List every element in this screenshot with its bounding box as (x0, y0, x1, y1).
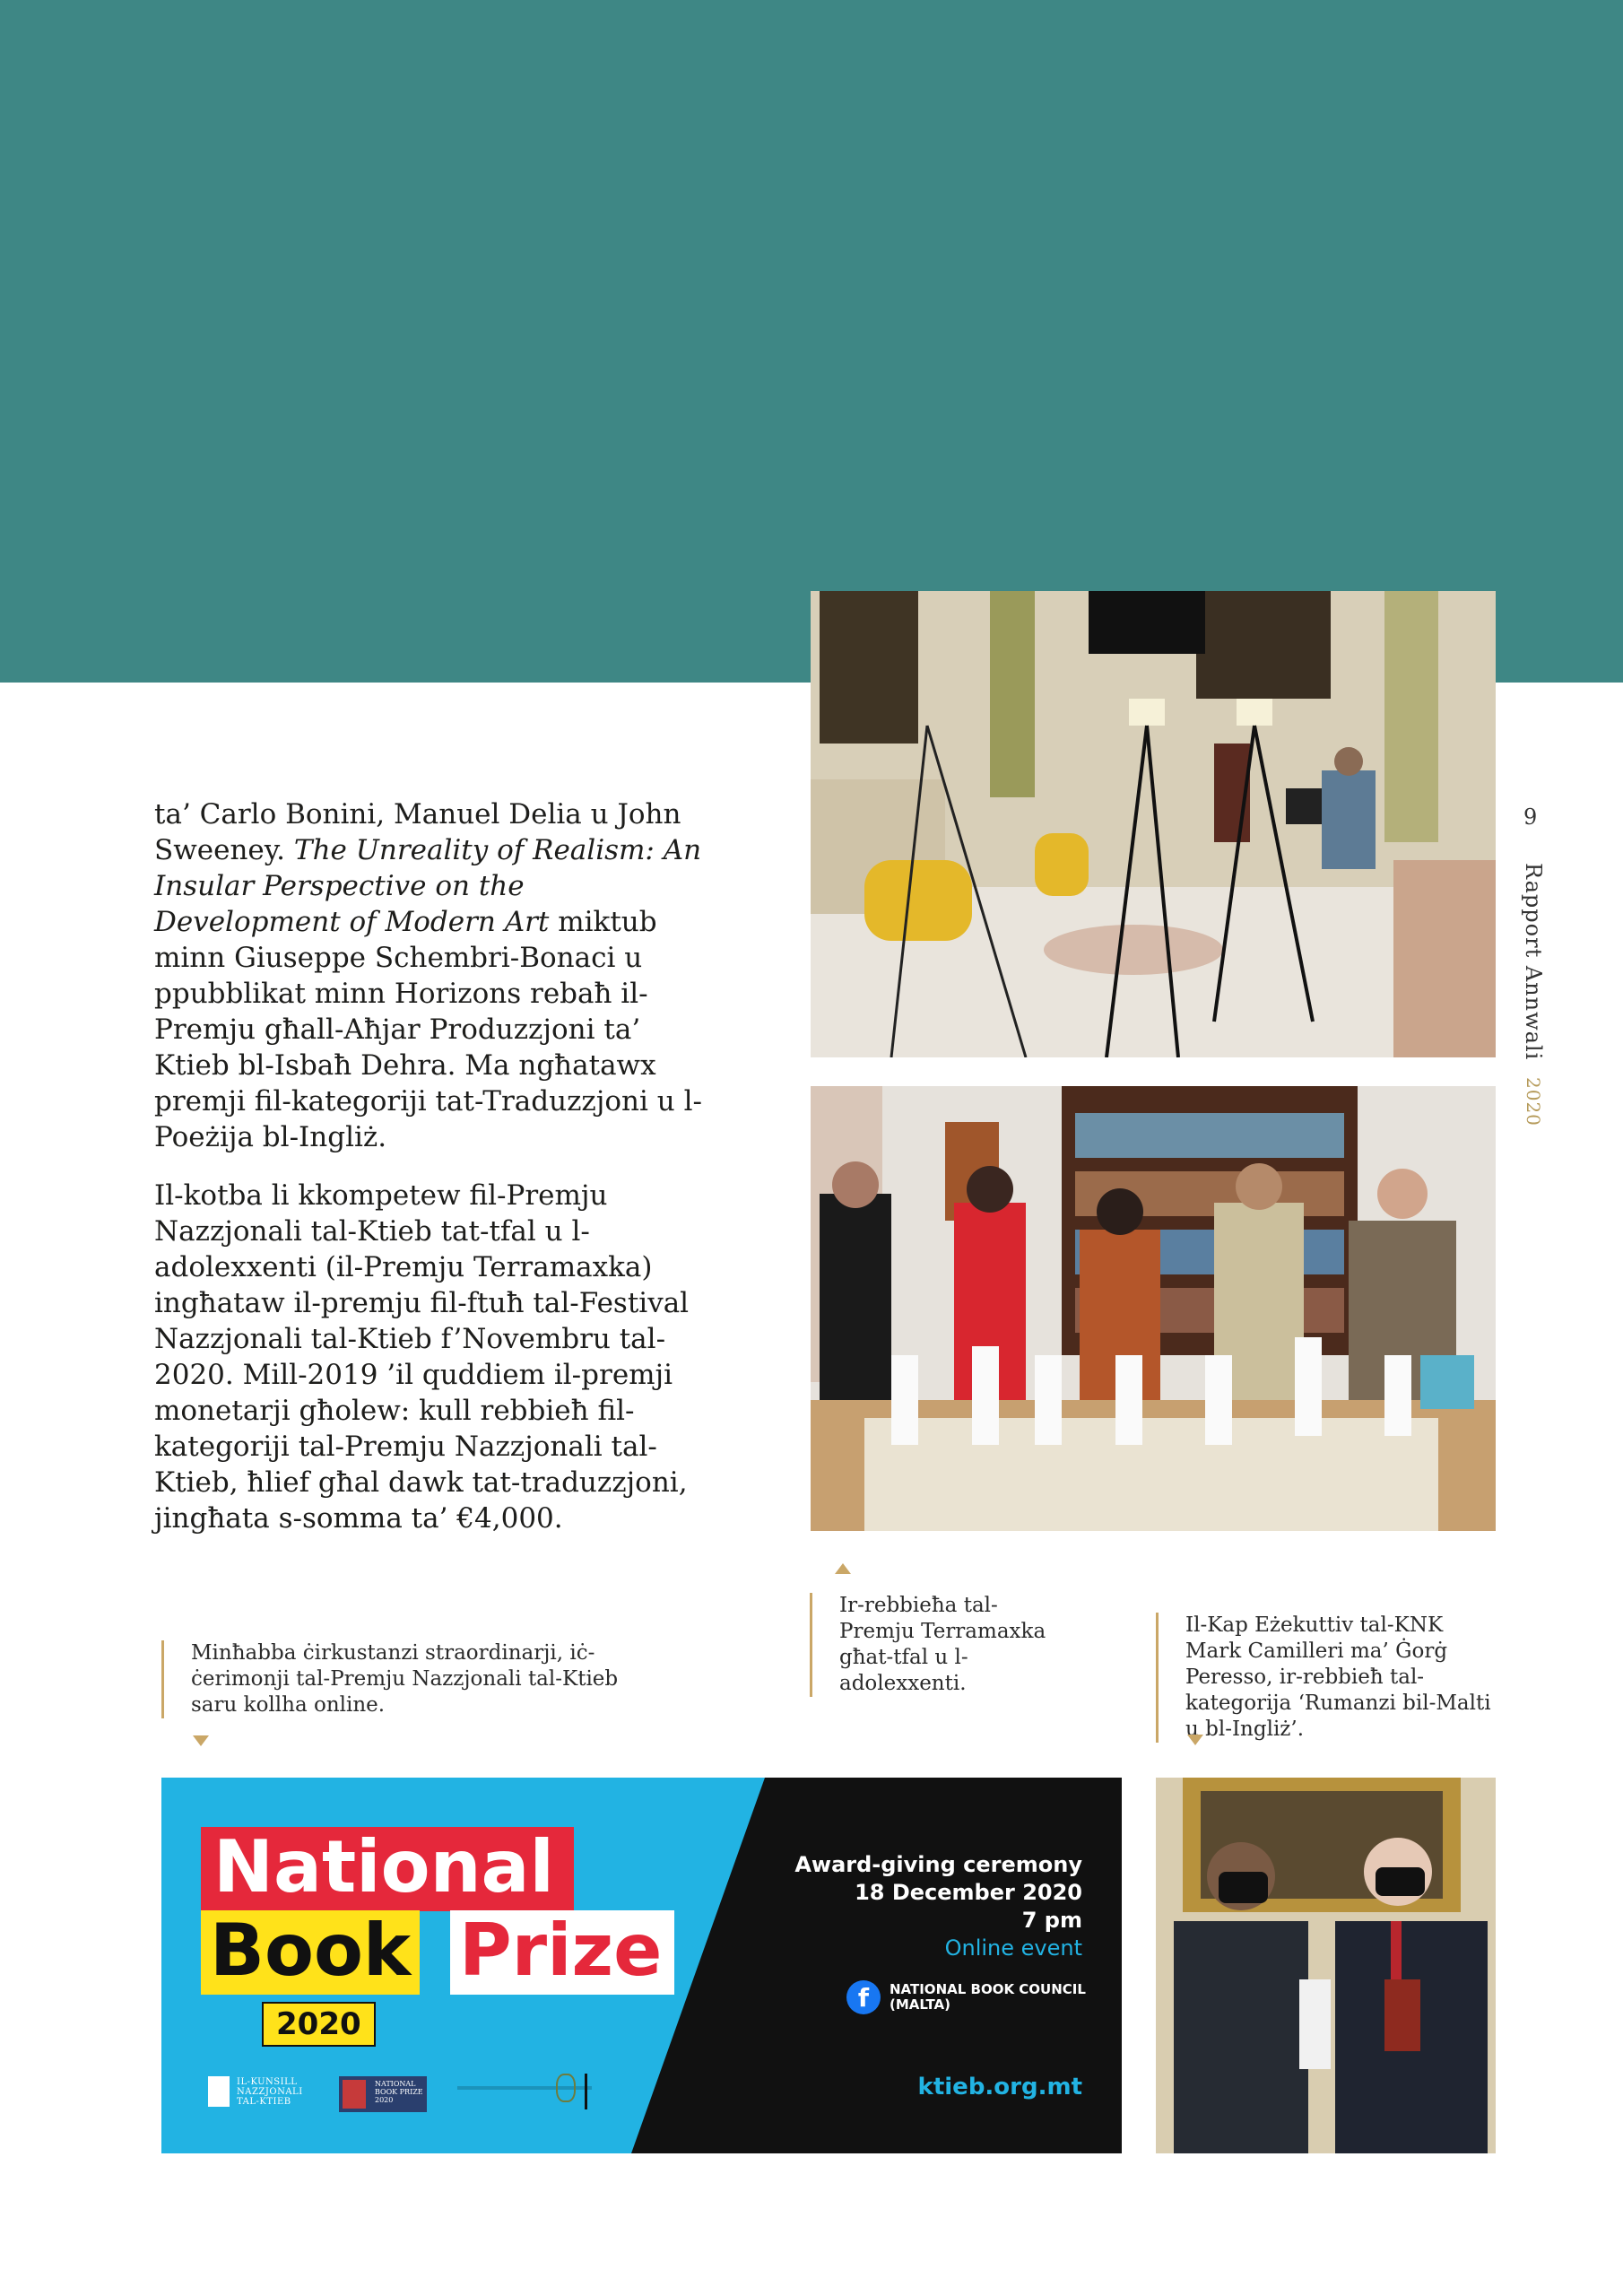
poster-website: ktieb.org.mt (917, 2074, 1082, 2100)
poster-title-national: National (201, 1827, 574, 1911)
poster-event-name: Award-giving ceremony (794, 1852, 1082, 1877)
poster-council-line2: (MALTA) (890, 1996, 950, 2013)
body-paragraph-2: Il-kotba li kkompetew fil-Premju Nazzjonali tal-Ktieb tat-tfal u l-adolexxenti (il-Premju Terramaxka) ingħataw il-premju fil-ftuħ tal-Festival Nazzjonali tal-Ktieb f’Novembru tal-2020. Mill-2019 ’il quddiem il-premji monetarji għolew: kull rebbieħ fil-kategoriji tal-Premju Nazzjonali tal-Ktieb, ħlief għal dawk tat-traduzzjoni, jingħata s-somma ta’ €4,000. (154, 1179, 690, 1535)
logo-nbp-line2: BOOK PRIZE (375, 2088, 423, 2096)
body-p1-part2: miktub minn Giuseppe Schembri-Bonaci u ppubblikat minn Horizons rebaħ il-Premju għall-Aħjar Produzzjoni ta’ Ktieb bl-Isbaħ Dehra. Ma ngħatawx premji fil-kategoriji tat-Traduzzjoni u l-Poeżija bl-Ingliż. (154, 906, 702, 1153)
header-banner (0, 0, 1623, 683)
national-book-prize-poster (161, 1778, 1122, 2153)
caption-pointer-up-icon (835, 1563, 851, 1574)
caption-terramaxka-winners: Ir-rebbieħa tal-Premju Terramaxka għat-tfal u l-adolexxenti. (810, 1593, 1072, 1697)
page-number: 9 (1523, 804, 1538, 830)
logo-kunsill-line1: IL-KUNSILL (237, 2076, 298, 2087)
poster-council-line1: NATIONAL BOOK COUNCIL (890, 1981, 1086, 1997)
caption-pointer-down-icon (193, 1735, 209, 1746)
photo-filming-setup (811, 591, 1496, 1057)
logo-national-book-prize (339, 2076, 427, 2112)
logo-kunsill-nazzjonali (208, 2076, 303, 2107)
running-head-year: 2020 (1523, 1076, 1544, 1126)
caption-online-ceremonies: Minħabba ċirkustanzi straordinarji, iċ-ċerimonji tal-Premju Nazzjonali tal-Ktieb saru kollha online. (161, 1640, 621, 1718)
poster-council-name (890, 1982, 1086, 2013)
poster-event-date: 18 December 2020 (855, 1880, 1082, 1905)
book-icon (208, 2076, 230, 2107)
poster-event-info (794, 1851, 1082, 1962)
logo-nbp-mark (343, 2080, 366, 2109)
logo-nbp-line1: NATIONAL (375, 2080, 416, 2088)
poster-year: 2020 (262, 2002, 376, 2047)
body-p1-part1: ta’ Carlo Bonini, Manuel Delia u John Sweeney. (154, 798, 681, 866)
photo-award-handover (1156, 1778, 1496, 2153)
caption-pointer-down-icon (1187, 1735, 1203, 1745)
poster-event-mode: Online event (944, 1935, 1082, 1961)
logo-kunsill-line2: NAZZJONALI (237, 2086, 303, 2097)
poster-event-time: 7 pm (1021, 1908, 1082, 1933)
logo-kunsill-text (237, 2077, 303, 2107)
poster-title-prize: Prize (450, 1910, 674, 1995)
body-text (154, 796, 710, 1559)
caption-award-handover: Il-Kap Eżekuttiv tal-KNK Mark Camilleri ma’ Ġorġ Peresso, ir-rebbieħ tal-kategorija ‘Rumanzi bil-Malti u bl-Ingliż’. (1156, 1613, 1499, 1743)
body-paragraph-1 (154, 796, 710, 1155)
logo-nbp-line3: 2020 (375, 2096, 394, 2104)
logo-kunsill-line3: TAL-KTIEB (237, 2096, 291, 2107)
poster-title-book: Book (201, 1910, 420, 1995)
seal-icon (556, 2074, 576, 2102)
body-p1-book-title: The Unreality of Realism: An Insular Perspective on the Development of Modern Art (154, 834, 702, 938)
photo-terramaxka-winners (811, 1086, 1496, 1531)
poster-facebook-row (846, 1980, 1086, 2014)
running-head (1521, 863, 1546, 1126)
facebook-icon: f (846, 1980, 881, 2014)
running-head-title: Rapport Annwali (1521, 863, 1546, 1061)
divider (585, 2074, 587, 2109)
